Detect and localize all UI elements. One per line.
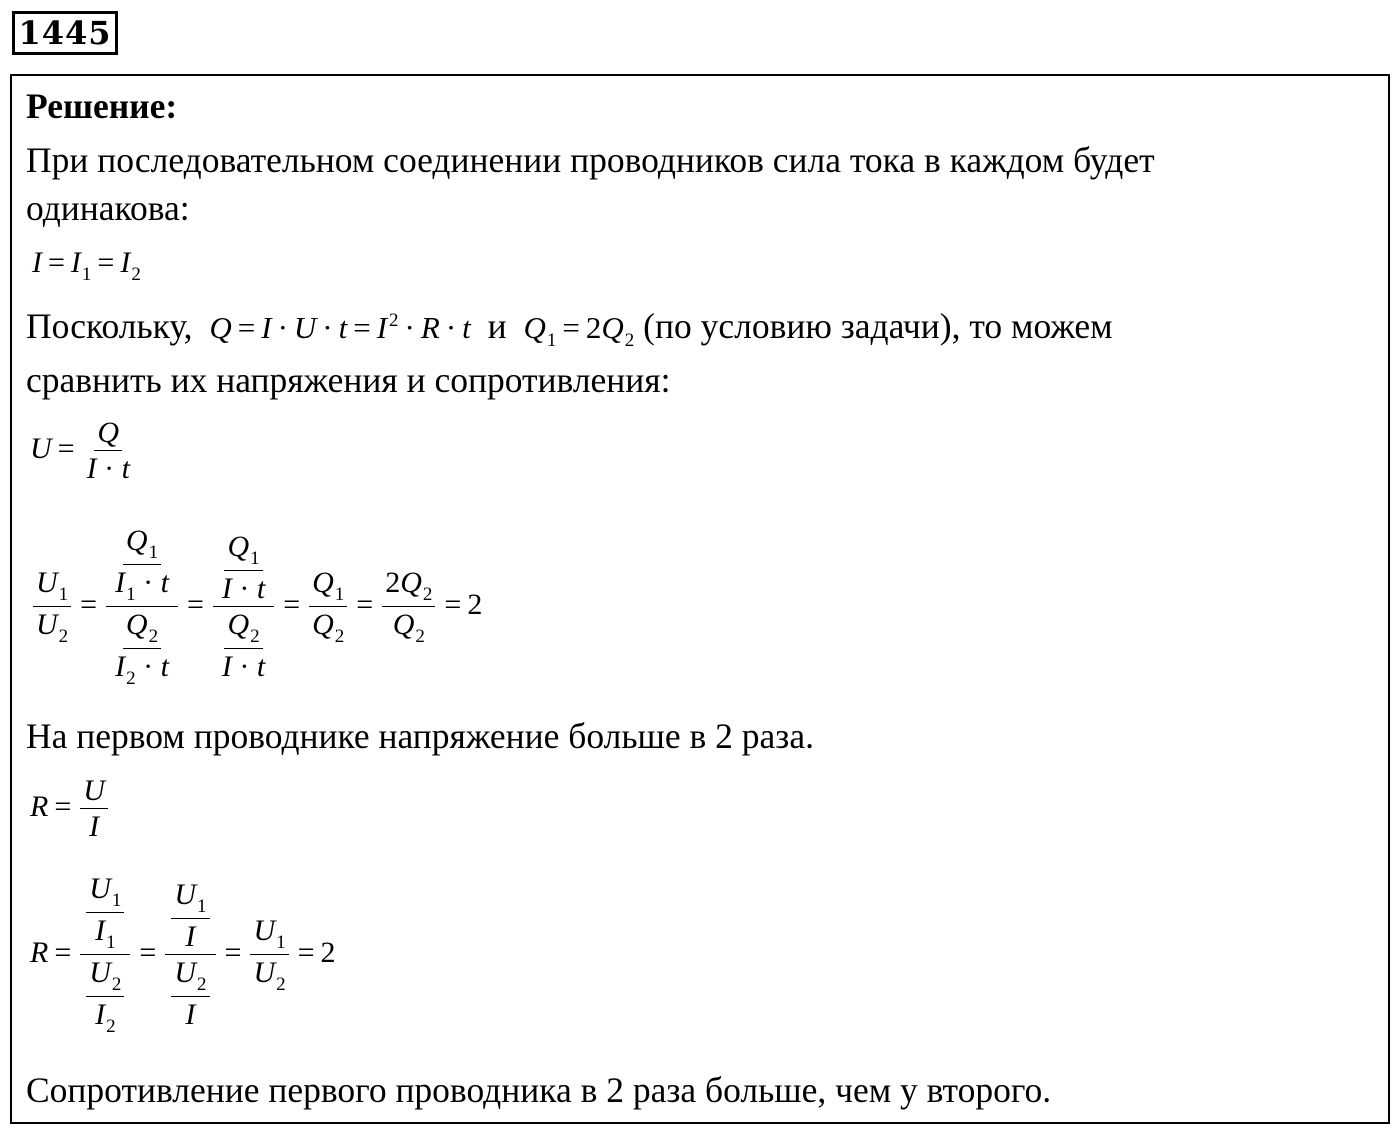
formula-voltage-ratio: $\frac{U_1}{U_2}$ = $\frac{\frac{Q_1}{I_1 \cdot t}}{\frac{Q_2}{I_2 \cdot t}}$ = $\frac{\frac{Q_1}{I \cdot t}}{\frac{Q_2}{I \cdot t}}$ = $\frac{Q_1}{Q_2}$ = $\frac{2Q_2}{Q_2}$ = 2 [30,526,482,688]
paragraph-1-line-2: одинакова: [26,188,190,228]
solution-heading: Решение: [26,86,178,126]
formula-resistance: R = $\frac{U}{I}$ [30,776,111,842]
paragraph-4: Сопротивление первого проводника в 2 раза больше, чем у второго. [26,1070,1052,1110]
paragraph-1-line-1: При последовательном соединении проводников сила тока в каждом будет [26,140,1155,180]
paragraph-2-prefix: Поскольку, [26,306,193,346]
formula-current-equal: $I = I_1 = I_2$ [32,246,141,285]
formula-heat: Q = I · U · t = I $^2$ · R · t [209,310,471,345]
paragraph-2-line-1 [26,304,1113,350]
formula-voltage: U = $\frac{Q}{I \cdot t}$ [30,416,130,485]
formula-q-ratio: $Q_1 = 2Q_2$ [523,310,635,351]
formula-resistance-ratio: R = $\frac{\frac{U_1}{I_1}}{\frac{U_2}{I_2}}$ = $\frac{\frac{U_1}{I}}{\frac{U_2}{I}}$ = $\frac{U_1}{U_2}$ = 2 [30,872,336,1037]
paragraph-2-line-2: сравнить их напряжения и сопротивления: [26,360,671,400]
paragraph-2-and: и [487,306,507,346]
paragraph-2-suffix: (по условию задачи), то можем [643,306,1113,346]
problem-number: 1445 [12,11,118,55]
solution-box [10,74,1390,1124]
paragraph-3: На первом проводнике напряжение больше в 2 раза. [26,716,814,756]
